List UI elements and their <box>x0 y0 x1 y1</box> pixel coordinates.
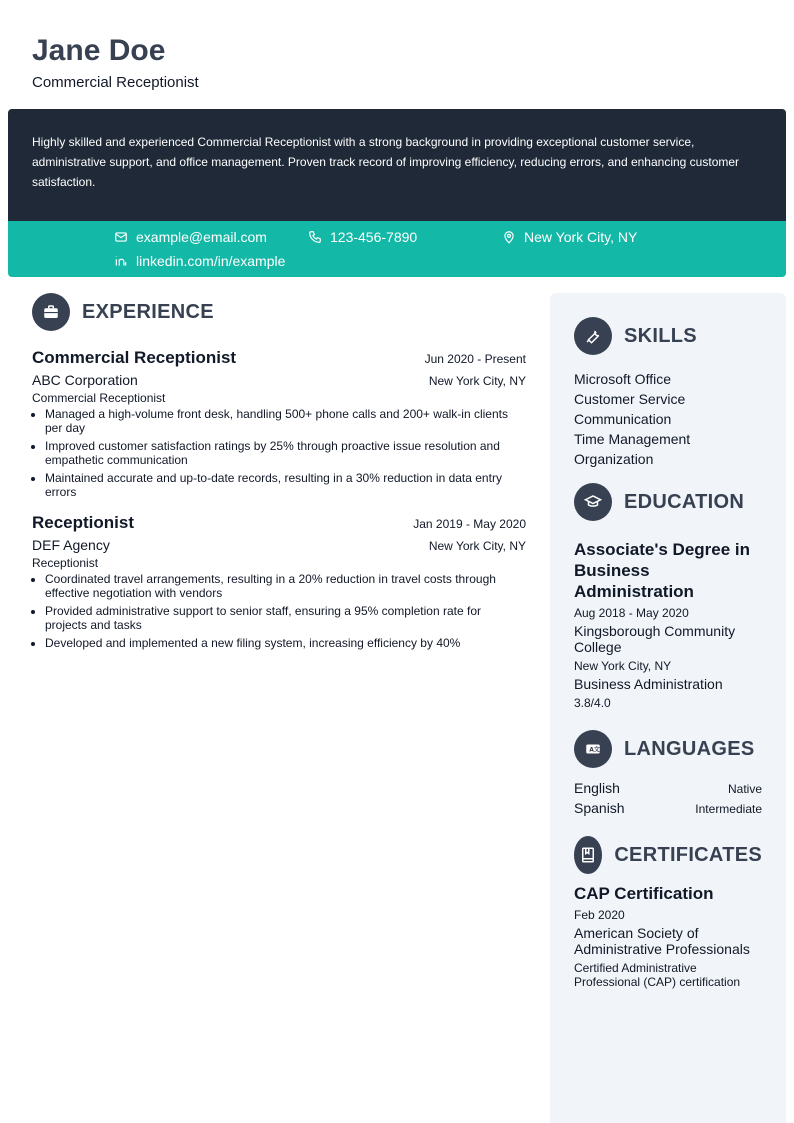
education-school: Kingsborough Community College <box>574 623 736 655</box>
languages-heading: LANGUAGES <box>624 737 755 760</box>
job-role: Commercial Receptionist <box>32 391 166 405</box>
job-bullet: • Managed a high-volume front desk, handling 500+ phone calls and 200+ walk-in clients per day <box>45 407 526 435</box>
contact-phone-text: 123-456-7890 <box>330 229 418 245</box>
graduation-cap-icon <box>574 483 612 521</box>
education-degree: Associate's Degree in Business Administration <box>574 540 751 601</box>
candidate-title: Commercial Receptionist <box>32 74 199 91</box>
contact-bar <box>8 221 786 277</box>
job-date: Jun 2020 - Present <box>424 352 526 366</box>
language-name: Spanish <box>574 800 625 816</box>
language-row <box>574 780 762 796</box>
job-date: Jan 2019 - May 2020 <box>413 517 526 531</box>
job-entry <box>32 513 526 650</box>
job-title: Receptionist <box>32 513 135 532</box>
header <box>32 32 199 91</box>
skill-item: Customer Service <box>574 391 686 407</box>
briefcase-icon <box>32 293 70 331</box>
job-bullets <box>32 572 526 650</box>
wrench-icon <box>574 317 612 355</box>
job-bullets <box>32 407 526 499</box>
linkedin-icon <box>114 254 128 268</box>
skills-section <box>574 317 762 469</box>
certificate-name: CAP Certification <box>574 884 714 903</box>
job-bullet: • Maintained accurate and up-to-date records, resulting in a 30% reduction in data entry errors <box>45 471 526 499</box>
translate-icon <box>574 730 612 768</box>
education-location: New York City, NY <box>574 659 672 673</box>
certificates-heading: CERTIFICATES <box>614 843 762 866</box>
language-level: Native <box>727 782 762 796</box>
job-bullet: • Coordinated travel arrangements, resulting in a 20% reduction in travel costs through effective negotiation with vendors <box>45 572 526 600</box>
language-name: English <box>574 780 620 796</box>
job-bullet: • Developed and implemented a new filing system, increasing efficiency by 40% <box>45 636 526 650</box>
education-header <box>574 483 762 521</box>
contact-linkedin[interactable] <box>114 253 285 269</box>
book-icon <box>574 836 602 874</box>
summary-panel <box>8 109 786 221</box>
contact-phone[interactable] <box>308 229 417 245</box>
phone-icon <box>308 230 322 244</box>
language-row <box>574 800 762 816</box>
certificates-section <box>574 836 762 989</box>
certificate-date: Feb 2020 <box>574 908 625 922</box>
education-field: Business Administration <box>574 676 723 692</box>
job-location: New York City, NY <box>428 374 526 388</box>
job-bullet: • Improved customer satisfaction ratings by 25% through proactive issue resolution and empathetic communication <box>45 439 526 467</box>
language-level: Intermediate <box>695 802 762 816</box>
certificates-header <box>574 836 762 874</box>
certificate-issuer: American Society of Administrative Professionals <box>574 925 750 957</box>
contact-email[interactable] <box>114 229 267 245</box>
contact-location <box>502 229 637 245</box>
education-date: Aug 2018 - May 2020 <box>574 606 689 620</box>
candidate-name: Jane Doe <box>32 34 166 67</box>
education-gpa: 3.8/4.0 <box>574 696 611 710</box>
job-entry <box>32 348 526 499</box>
skill-item: Time Management <box>574 431 691 447</box>
job-bullet: • Provided administrative support to senior staff, ensuring a 95% completion rate for projects and tasks <box>45 604 526 632</box>
languages-section <box>574 730 762 816</box>
experience-heading: EXPERIENCE <box>82 300 214 323</box>
map-pin-icon <box>502 230 516 244</box>
skills-header <box>574 317 762 355</box>
svg-text:A: A <box>589 746 594 754</box>
job-title: Commercial Receptionist <box>32 348 237 367</box>
job-location: New York City, NY <box>428 539 526 553</box>
education-section <box>574 483 762 710</box>
education-heading: EDUCATION <box>624 490 745 513</box>
certificate-description: Certified Administrative Professional (CAP) certification <box>574 961 741 989</box>
skill-item: Microsoft Office <box>574 371 671 387</box>
job-role: Receptionist <box>32 556 99 570</box>
job-company: ABC Corporation <box>32 372 138 388</box>
experience-header <box>32 293 526 331</box>
job-company: DEF Agency <box>32 537 110 553</box>
svg-text:文: 文 <box>593 746 600 754</box>
sidebar <box>550 293 786 1123</box>
contact-location-text: New York City, NY <box>524 229 638 245</box>
contact-linkedin-text: linkedin.com/in/example <box>136 253 286 269</box>
experience-section <box>32 293 526 654</box>
skills-heading: SKILLS <box>624 324 697 347</box>
skill-item: Communication <box>574 411 672 427</box>
skill-item: Organization <box>574 451 654 467</box>
summary-text: Highly skilled and experienced Commercial Receptionist with a strong background in providing exceptional customer service, administrative support, and office management. Proven track record of improving efficiency, reducing errors, and enhancing customer satisfaction. <box>32 135 740 189</box>
contact-email-text: example@email.com <box>136 229 267 245</box>
languages-header <box>574 730 762 768</box>
mail-icon <box>114 230 128 244</box>
